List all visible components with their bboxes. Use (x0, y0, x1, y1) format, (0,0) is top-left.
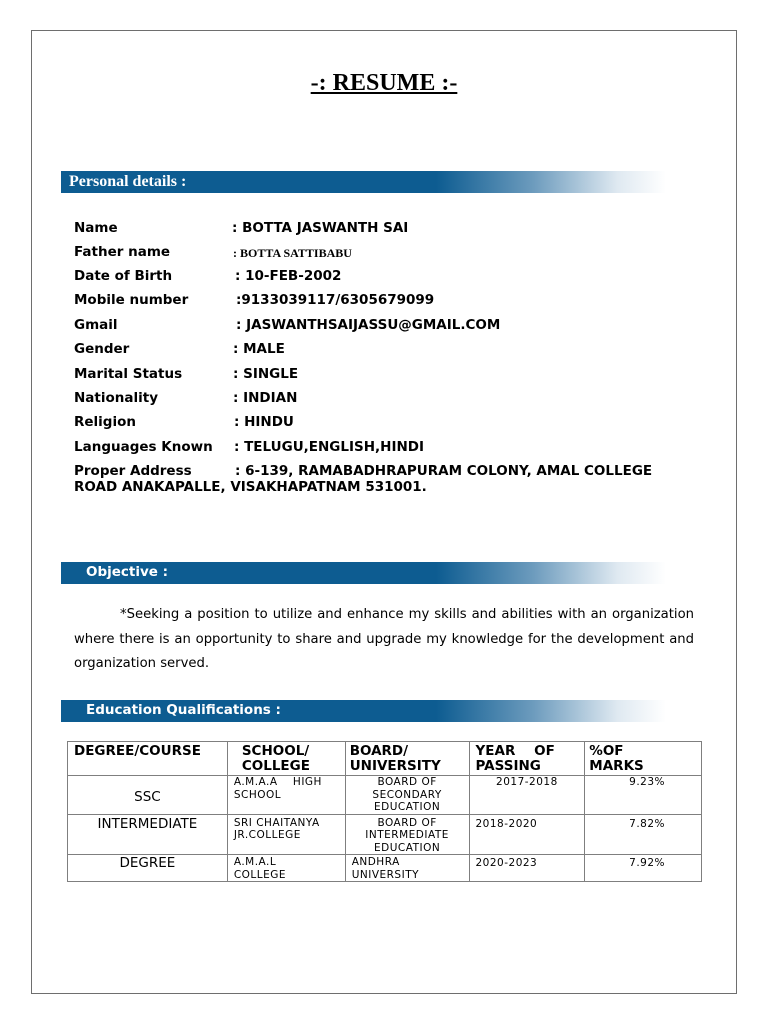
detail-label: Name (74, 220, 118, 236)
cell-marks: 7.92% (585, 855, 702, 882)
detail-value: : 10-FEB-2002 (235, 268, 342, 284)
table-header-row (68, 742, 702, 776)
detail-value: : BOTTA JASWANTH SAI (232, 220, 409, 236)
detail-value: :9133039117/6305679099 (236, 292, 435, 308)
section-title-objective: Objective : (86, 564, 169, 580)
table-row (68, 855, 702, 882)
column-header-school: SCHOOL/ COLLEGE (227, 742, 345, 776)
resume-title: -: RESUME :- (310, 70, 458, 96)
column-header-degree: DEGREE/COURSE (68, 742, 228, 776)
detail-label: Religion (74, 414, 136, 430)
detail-row-address (74, 463, 694, 495)
detail-label: Gender (74, 341, 130, 357)
cell-school: A.M.A.A HIGH SCHOOL (227, 776, 345, 815)
column-header-year: YEAR OF PASSING (469, 742, 585, 776)
detail-label: Mobile number (74, 292, 189, 308)
detail-value: : SINGLE (233, 366, 299, 382)
detail-value: : TELUGU,ENGLISH,HINDI (234, 439, 425, 455)
cell-board: BOARD OF INTERMEDIATE EDUCATION (345, 814, 469, 855)
education-table (67, 741, 702, 882)
detail-value: : JASWANTHSAIJASSU@GMAIL.COM (236, 317, 501, 333)
column-header-board: BOARD/ UNIVERSITY (345, 742, 469, 776)
cell-school: A.M.A.L COLLEGE (227, 855, 345, 882)
table-row (68, 776, 702, 815)
address-line-2: ROAD ANAKAPALLE, VISAKHAPATNAM 531001. (74, 479, 427, 495)
detail-value: : HINDU (234, 414, 294, 430)
detail-label: Languages Known (74, 439, 213, 455)
cell-marks: 9.23% (585, 776, 702, 815)
cell-year: 2020-2023 (469, 855, 585, 882)
cell-board: BOARD OF SECONDARY EDUCATION (345, 776, 469, 815)
section-title-education: Education Qualifications : (86, 702, 281, 718)
cell-school: SRI CHAITANYA JR.COLLEGE (227, 814, 345, 855)
detail-label: Father name (74, 244, 171, 260)
cell-degree: SSC (68, 776, 228, 815)
objective-text: *Seeking a position to utilize and enhance my skills and abilities with an organization where there is an opportunity to share and upgrade my knowledge for the development and organization served. (74, 607, 694, 671)
cell-year: 2017-2018 (469, 776, 585, 815)
section-bar-personal (61, 171, 666, 193)
section-bar-education (61, 700, 666, 722)
detail-label: Gmail (74, 317, 118, 333)
detail-value: : MALE (233, 341, 285, 357)
cell-board: ANDHRA UNIVERSITY (345, 855, 469, 882)
table-row (68, 814, 702, 855)
detail-label: Proper Address (74, 463, 192, 479)
cell-degree: INTERMEDIATE (68, 814, 228, 855)
section-title-personal: Personal details : (69, 173, 187, 190)
cell-marks: 7.82% (585, 814, 702, 855)
cell-year: 2018-2020 (469, 814, 585, 855)
detail-label: Date of Birth (74, 268, 173, 284)
detail-label: Nationality (74, 390, 158, 406)
column-header-marks: %OF MARKS (585, 742, 702, 776)
section-bar-objective (61, 562, 666, 584)
detail-value: : 6-139, RAMABADHRAPURAM COLONY, AMAL COLLEGE (235, 463, 653, 479)
cell-degree: DEGREE (68, 855, 228, 882)
detail-value: : INDIAN (233, 390, 298, 406)
detail-value: : BOTTA SATTIBABU (233, 246, 352, 260)
detail-label: Marital Status (74, 366, 183, 382)
